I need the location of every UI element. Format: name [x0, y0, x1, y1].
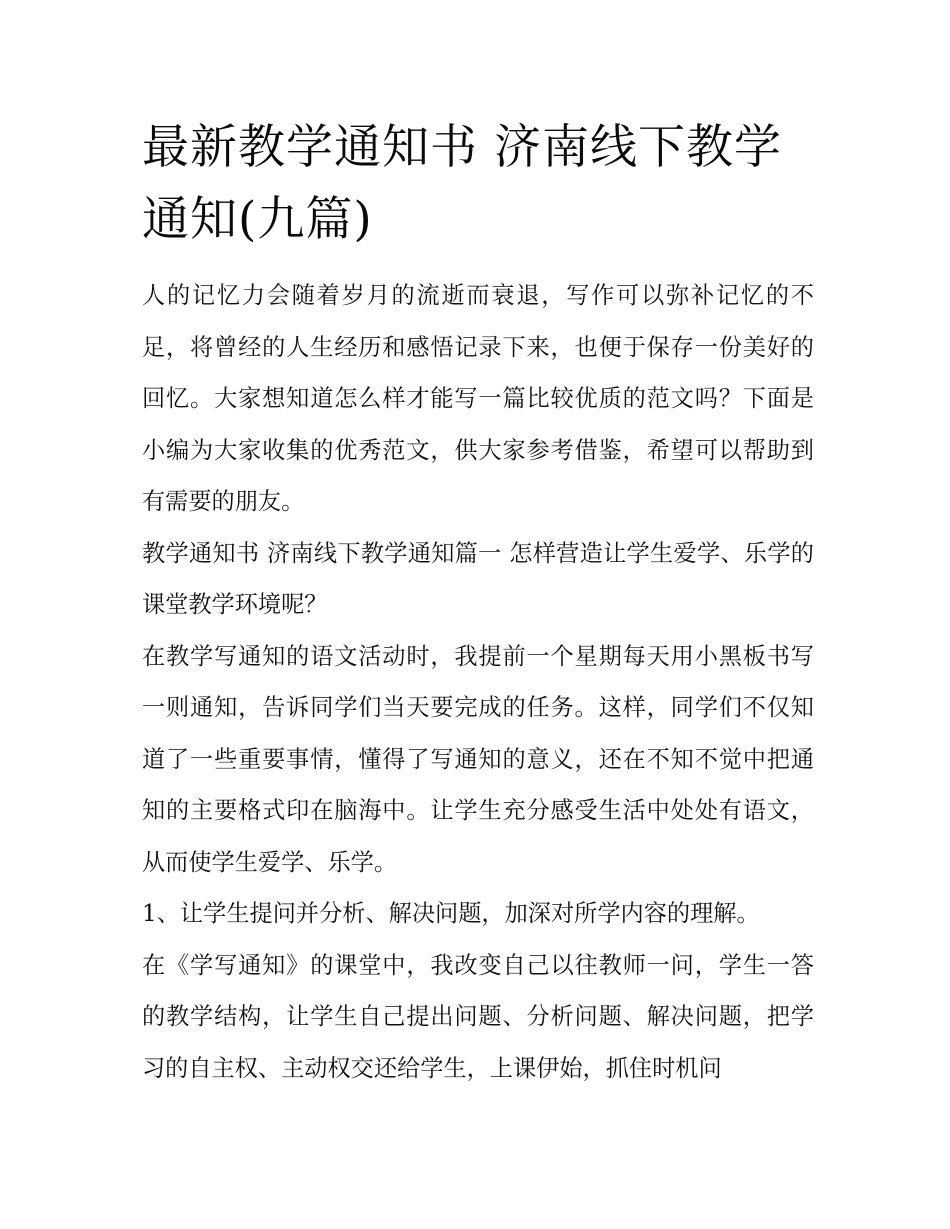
document-body — [142, 270, 814, 1094]
paragraph-point-1: 1、让学生提问并分析、解决问题，加深对所学内容的理解。 — [142, 900, 760, 927]
paragraph-notice-practice: 在教学写通知的语文活动时，我提前一个星期每天用小黑板书写一则通知，告诉同学们当天要完成的任务。这样，同学们不仅知道了一些重要事情，懂得了写通知的意义，还在不知不觉中把通知的主要格式印在脑海中。让学生充分感受生活中处处有语文，从而使学生爱学、乐学。 — [142, 642, 814, 876]
document-page — [142, 112, 814, 1094]
document-title: 最新教学通知书 济南线下教学通知(九篇) — [142, 120, 782, 247]
paragraph-intro: 人的记忆力会随着岁月的流逝而衰退，写作可以弥补记忆的不足，将曾经的人生经历和感悟记录下来，也便于保存一份美好的回忆。大家想知道怎么样才能写一篇比较优质的范文吗？下面是小编为大家收集的优秀范文，供大家参考借鉴，希望可以帮助到有需要的朋友。 — [142, 282, 814, 515]
paragraph-section-heading: 教学通知书 济南线下教学通知篇一 怎样营造让学生爱学、乐学的课堂教学环境呢？ — [142, 539, 814, 618]
paragraph-classroom: 在《学写通知》的课堂中，我改变自己以往教师一问，学生一答的教学结构，让学生自己提出问题、分析问题、解决问题，把学习的自主权、主动权交还给学生，上课伊始，抓住时机问 — [142, 951, 814, 1082]
